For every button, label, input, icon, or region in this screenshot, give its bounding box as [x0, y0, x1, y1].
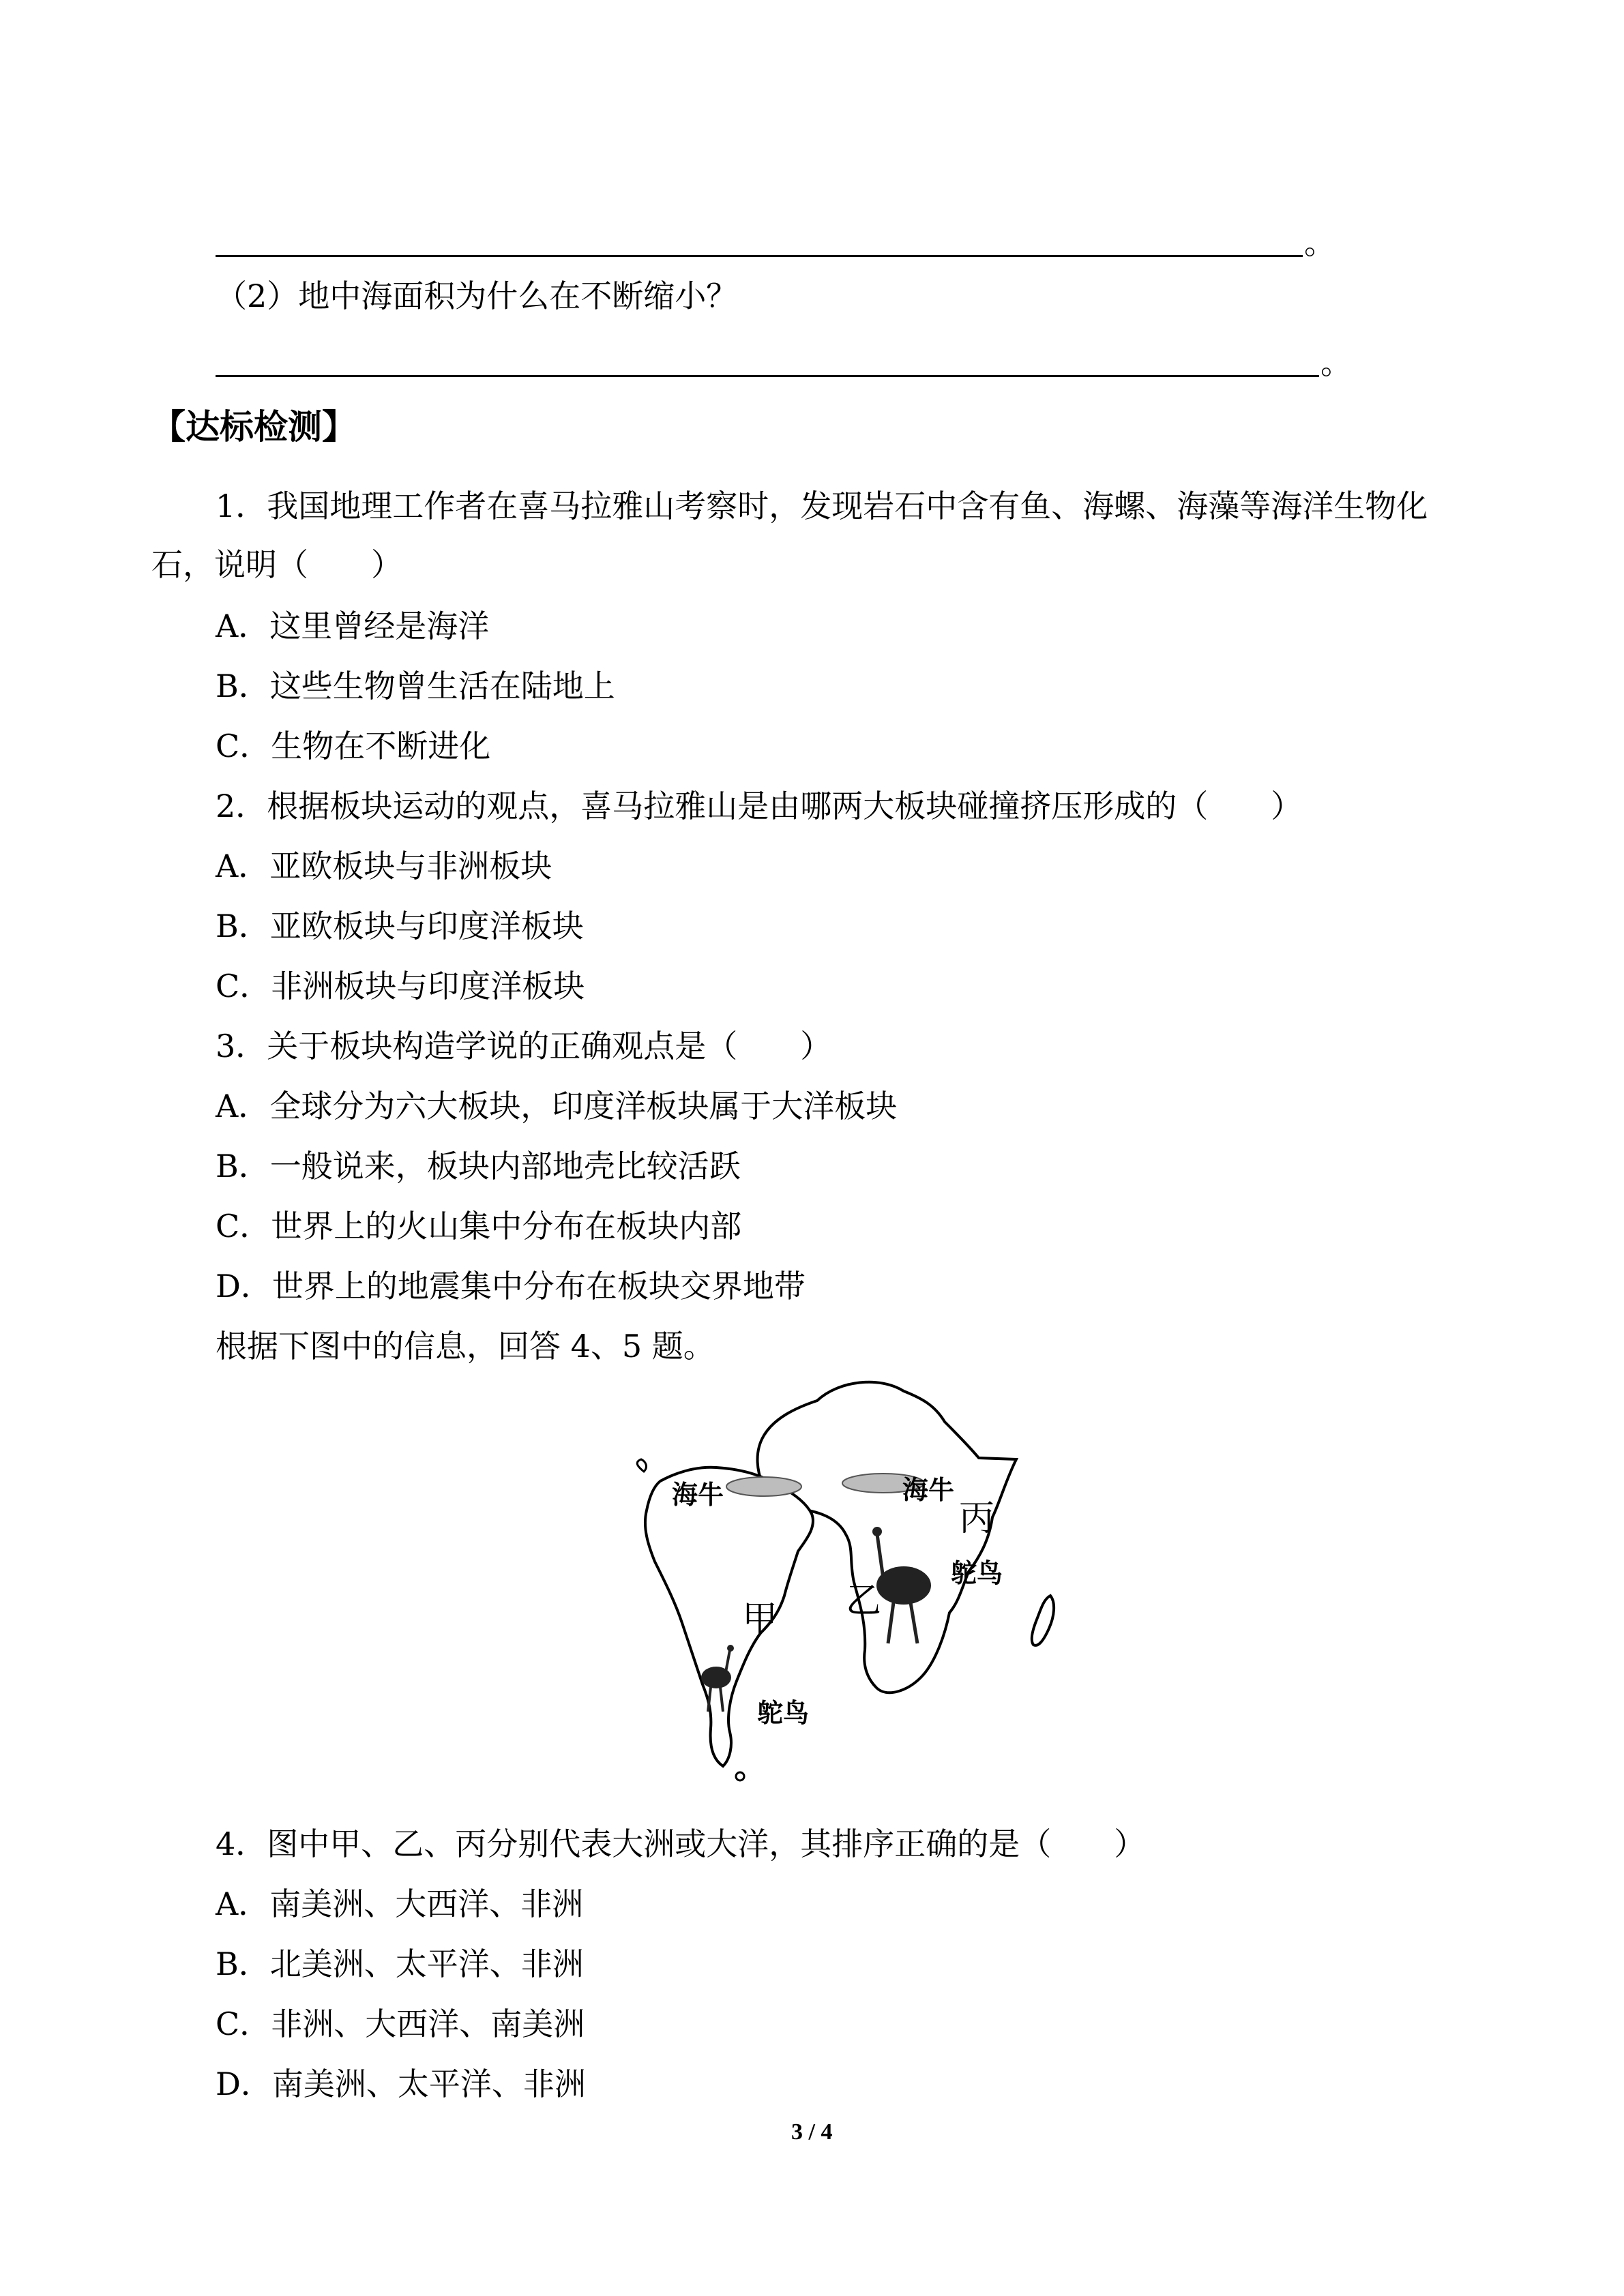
end-mark-2: 。	[1320, 344, 1352, 381]
question-2-option-b[interactable]: B．亚欧板块与印度洋板块	[216, 908, 584, 944]
question-4-option-a[interactable]: A．南美洲、大西洋、非洲	[216, 1885, 584, 1922]
map-label-ostrich-af: 鸵鸟	[951, 1558, 1003, 1588]
question-3-option-c[interactable]: C．世界上的火山集中分布在板块内部	[216, 1208, 742, 1244]
continents-map	[634, 1377, 1112, 1800]
page-number: 3 / 4	[791, 2119, 833, 2145]
map-label-bing: 丙	[959, 1498, 995, 1539]
map-label-ostrich-sa: 鸵鸟	[757, 1698, 810, 1728]
question-4-stem: 4．图中甲、乙、丙分别代表大洲或大洋，其排序正确的是（ ）	[216, 1825, 1146, 1862]
question-1-stem-line2: 石，说明（ ）	[151, 546, 402, 583]
madagascar-outline	[1032, 1596, 1054, 1645]
intro-4-5: 根据下图中的信息，回答 4、5 题。	[216, 1328, 715, 1365]
question-4-option-b[interactable]: B．北美洲、太平洋、非洲	[216, 1945, 584, 1982]
question-2-option-c[interactable]: C．非洲板块与印度洋板块	[216, 968, 585, 1004]
question-4-option-c[interactable]: C．非洲、大西洋、南美洲	[216, 2006, 585, 2042]
question-2-prev: （2）地中海面积为什么在不断缩小？	[216, 278, 738, 314]
question-2-stem: 2．根据板块运动的观点，喜马拉雅山是由哪两大板块碰撞挤压形成的（ ）	[216, 788, 1303, 824]
map-label-jia: 甲	[742, 1599, 778, 1640]
map-label-yi: 乙	[846, 1581, 882, 1622]
section-title: 【达标检测】	[151, 407, 356, 447]
question-4-option-d[interactable]: D．南美洲、太平洋、非洲	[216, 2066, 586, 2102]
answer-blank-2[interactable]	[216, 375, 1319, 377]
map-label-manatee-sa: 海牛	[672, 1480, 724, 1510]
question-1-stem-line1: 1．我国地理工作者在喜马拉雅山考察时，发现岩石中含有鱼、海螺、海藻等海洋生物化	[216, 488, 1428, 524]
question-3-option-d[interactable]: D．世界上的地震集中分布在板块交界地带	[216, 1268, 806, 1304]
answer-blank-1[interactable]	[216, 255, 1303, 257]
question-1-option-c[interactable]: C．生物在不断进化	[216, 728, 491, 764]
end-mark-1: 。	[1304, 224, 1335, 261]
question-2-option-a[interactable]: A．亚欧板块与非洲板块	[216, 848, 552, 884]
caribbean-mark	[637, 1459, 646, 1472]
map-label-manatee-af: 海牛	[902, 1475, 955, 1505]
question-3-option-a[interactable]: A．全球分为六大板块，印度洋板块属于大洋板块	[216, 1088, 898, 1124]
question-1-option-b[interactable]: B．这些生物曾生活在陆地上	[216, 668, 615, 704]
question-3-stem: 3．关于板块构造学说的正确观点是（ ）	[216, 1028, 832, 1064]
island-dot	[736, 1772, 744, 1780]
question-1-option-a[interactable]: A．这里曾经是海洋	[216, 608, 490, 644]
question-3-option-b[interactable]: B．一般说来，板块内部地壳比较活跃	[216, 1148, 741, 1184]
manatee-sa-icon	[726, 1477, 801, 1496]
